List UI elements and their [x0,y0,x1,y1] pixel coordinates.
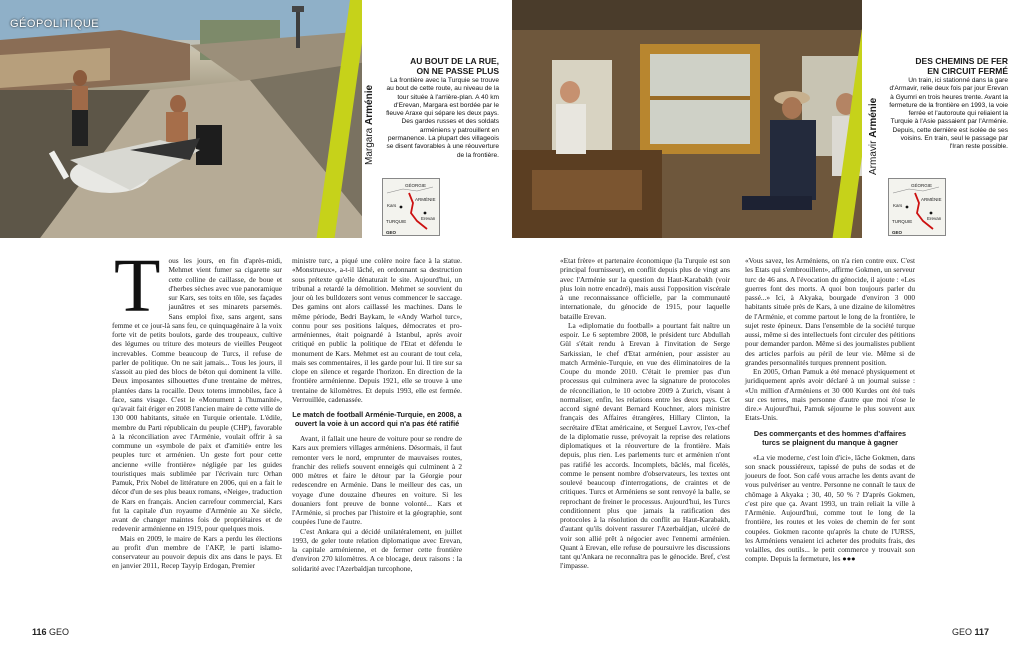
caption-left-title [384,56,499,76]
caption-right-text: Un train, ici stationné dans la gare d'Armavir, relie deux fois par jour Erevan à Gyumri en trois heures trente. Avant la fermeture de la frontière en 1993, la voie ferrée et l'autoroute qui reliaient la Turquie à l'Asie passaient par l'Arménie. Depuis, cette dernière est isolée de ses voisins. En train, seul le passage par l'Iran reste possible. [889,77,1008,151]
article-subhead-1: Le match de football Arménie-Turquie, en 2008, a ouvert la voie à un accord qui n'a pas été ratifié [292,410,462,428]
article-col3-paragraph-1: «Etat frère» et partenaire économique (la Turquie est son principal fournisseur), en conflit depuis plus de vingt ans avec l'Arménie sur la question du Haut-Karabakh (voir plus loin notre encadré), mais aussi l'opposition viscérale à une reconnaissance officielle, par la communauté internationale, du génocide de 1915, pour laquelle bataille Erevan. [560,256,730,321]
article-col4-paragraph-1: «Vous savez, les Arméniens, on n'a rien contre eux. C'est les Etats qui s'embrouillent», affirme Gokmen, un serveur turc de 46 ans. A l'évocation du génocide, il ajoute : «Les guerres font des morts. A quoi bon toujours parler du passé...» Ici, à Akyaka, bourgade d'environ 3 000 habitants située près de Kars, à une dizaine de kilomètres de l'Arménie, et comme partout le long de la frontière, le sujet reste épineux. Dans l'ensemble de la société turque aussi, même si des intellectuels font circuler des pétitions pour demander pardon. Même si des journalistes publient des articles parfois au péril de leur vie. Même si de grandes personnalités turques prennent position. [745,256,915,367]
map-right-label-kars: Kars [893,203,903,208]
map-left-credit: GEO [386,230,397,235]
magazine-name-left: GEO [49,627,70,637]
caption-right-title-line1: DES CHEMINS DE FER [915,56,1008,66]
article-column-4 [745,256,915,564]
map-right-label-turkey: TURQUIE [892,219,913,224]
caption-panel-left [362,0,512,238]
article-col1-paragraph-1: ous les jours, en fin d'après-midi, Mehmet vient fumer sa cigarette sur cette colline de caillasse, de boue et d'herbes sèches avec vue panoramique sur Kars, ses toits en tôle, ses façades jaunâtres et ses minarets parsemés. Sans emploi fixe, sans argent, sans femme et ce jour-là sans feu, ce quinquagénaire à la voix forte vit de petits boulots, garde des troupeaux, cultive des légumes ou triture des moteurs de vieilles Peugeot increvables. Comme beaucoup de Turcs, il refuse de parler de politique. On ne sait jamais... Tous les jours, il s'assoit au pied des blocs de béton qui dominent la ville. Deux imposantes silhouettes d'une trentaine de mètres, plantées dans la rocaille. Deux totems immobiles, face à face, sans visage. C'est le «Monument à l'humanité», qu'avait fait ériger en 2008 l'ancien maire de cette ville de 130 000 habitants, située en Turquie orientale. L'édile, membre du Parti républicain du peuple (CHP), favorable à la réconciliation avec l'Arménie, voulait offrir à sa commune un «symbole de paix et d'amitié» entre les peuples turc et arménien. Un geste fort pour cette ancienne «ville frontière» négligée par les guides touristiques mais sublimée par l'écrivain turc Orhan Pamuk, Prix Nobel de littérature en 2006, qui en a fait le décor d'un de ses plus beaux romans, «Neige», traduction de Kars en français. Ancien carrefour commercial, Kars fut la capitale d'un royaume d'Arménie au Xe siècle, avant de changer maintes fois de propriétaires et de redevenir arménienne en 1919, pour quelques mois. [112,256,282,534]
map-left-label-kars: Kars [387,203,397,208]
caption-right-vertical-label [868,98,879,175]
article-col4-paragraph-3-text: «La vie moderne, c'est loin d'ici», lâche Gokmen, dans son snack poussiéreux, tapissé de puhs de sodas et de joueurs de foot. Son café vous arrache les dents avant de vous pulvériser au ventre. Personne ne connaît le taux de chômage à Akyaka ; 30, 40, 50 % ? D'après Gokmen, c'est pire que ça. Avant 1993, un train reliait la ville à l'Arménie. Aujourd'hui, comme tout le long de la frontière, les routes et les voies de chemin de fer sont coupées. Gokmen raconte qu'après la chute de l'URSS, les Arméniens venaient ici acheter des produits frais, des volailles, des outils... le petit commerce y trouvait son compte. Depuis la fermeture, les [745,452,915,564]
page-number-right: 117 [974,627,990,637]
map-right-label-georgia: GÉORGIE [911,183,933,188]
article-subhead-2: Des commerçants et des hommes d'affaires turcs se plaignent du manque à gagner [753,428,907,447]
magazine-name-right: GEO [952,627,973,637]
caption-left-country: Arménie [364,84,375,125]
article-col2-paragraph-3: C'est Ankara qui a décidé unilatéralement, en juillet 1993, de geler toute relation diplomatique avec Erevan, la capitale arménienne, et de fermer cette frontière d'environ 270 kilomètres. A ce blocage, deux raisons : la solidarité avec l'Azerbaïdjan turcophone, [292,526,462,573]
caption-left-vertical-label [364,85,375,165]
article-col1-paragraph-2: Mais en 2009, le maire de Kars a perdu les élections au profit d'un membre de l'AKP, le parti islamo-conservateur au pouvoir depuis dix ans dans le pays. Et en janvier 2011, Recep Tayyip Erdogan, Premier [112,533,282,571]
article-column-2 [292,256,462,573]
map-right-credit: GEO [892,230,903,235]
caption-right-title [888,56,1008,76]
caption-left-place: Margara [364,127,375,165]
map-left-label-armenia: ARMÉNIE [415,197,436,202]
caption-right-place: Armavir [868,140,879,175]
article-column-1 [112,244,282,571]
locator-map-right [888,178,946,236]
map-right-label-armenia: ARMÉNIE [921,197,942,202]
caption-right-country: Arménie [868,97,879,138]
article-col2-paragraph-2: Avant, il fallait une heure de voiture pour se rendre de Kars aux premiers villages arméniens. Désormais, il faut remonter vers le nord, emprunter de mauvaises routes, franchir des reliefs souvent enneigés qui culminent à 2 000 mètres et faire le détour par la Géorgie pour redescendre en Arménie. Dans le meilleur des cas, un voyage d'une douzaine d'heures en voiture. Si les douaniers font preuve de bonne volonté... Kars et l'Arménie, si proches par l'histoire et la géographie, sont coupées l'une de l'autre. [292,434,462,527]
article-column-3 [560,256,730,571]
section-rubric: GÉOPOLITIQUE [10,18,100,30]
article-col4-paragraph-2: En 2005, Orhan Pamuk a été menacé physiquement et juridiquement après avoir déclaré à un journal suisse : «Un million d'Arméniens et 30 000 Kurdes ont été tués sur ces terres, mais personne d'autre que moi n'ose le dire.» Aujourd'hui, Pamuk séjourne le plus souvent aux Etats-Unis. [745,367,915,423]
drop-cap: T [114,244,161,328]
page-number-left: 116 [32,627,47,637]
caption-left-text: La frontière avec la Turquie se trouve au bout de cette route, au niveau de la tour située à l'arrière-plan. A 40 km d'Erevan, Margara est bordée par le fleuve Araxe qui sépare les deux pays. Des gardes russes et des soldats arméniens y patrouillent en permanence. La plupart des villageois se disent favorables à une réouverture de la frontière. [386,77,499,159]
map-left-label-georgia: GÉORGIE [405,183,427,188]
map-right-label-erevan: Erevan [927,216,942,221]
article-col2-paragraph-1: ministre turc, a piqué une colère noire face à la statue. «Monstrueux», a-t-il lâché, en ordonnant sa destruction sous prétexte qu'elle dénaturait le site. Aujourd'hui, un tribunal a retardé la démolition. Mehmet se souvient du jour où les bulldozers sont venus commencer le saccage. Des gamins ont alors caillassé les machines. Dans le même période, Bedri Baykam, le «Andy Warhol turc», connu pour ses positions laïques, démocrates et pro-arméniennes, était poignardé à Istanbul, après avoir critiqué en public la politique de l'Etat et défendu le monument de Kars. Mehmet est au courant de tout cela, mais ses commentaires, il les garde pour lui. Il tire sur sa clope en silence et regarde l'horizon. En direction de la frontière arménienne. Depuis 1921, elle se trouve à une trentaine de kilomètres. Et depuis 1993, elle est fermée. Verrouillée, cadenassée. [292,256,462,404]
article-col3-paragraph-2: La «diplomatie du football» a pourtant fait naître un espoir. Le 6 septembre 2008, le président turc Abdullah Gül s'était rendu à Erevan à l'invitation de Serge Sarkissian, le chef d'Etat arménien, pour assister au match Arménie-Turquie, en vue des éliminatoires de la Coupe du monde 2010. C'était le premier pas d'un processus qui culminera avec la signature de protocoles de réconciliation, le 10 octobre 2009 à Zurich, visant à normaliser, enfin, les relations entre les deux pays. Cet accord signé devant Bernard Kouchner, alors ministre français des Affaires étrangères, Hillary Clinton, la secrétaire d'Etat américaine, et Sergueï Lavrov, l'ex-chef de la diplomatie russe, prévoyait la reprise des relations diplomatiques et la réouverture de la frontière. Mais depuis, plus rien. Les parlements turc et arménien n'ont pas ratifié les accords. Incomplets, bâclés, mal ficelés, comme le pensent nombre d'observateurs, les textes ont soulevé beaucoup d'interrogations, de craintes et de critiques. Turcs et Arméniens se sont renvoyé la balle, se reprochant de freiner le processus. Aujourd'hui, les Turcs conditionnent plus que jamais la ratification des protocoles à la résolution du conflit au Haut-Karabakh, d'autant qu'ils doivent rassurer l'Azerbaïdjan, ulcéré de voir son allié prêt à négocier avec l'ennemi arménien. Quant à Erevan, elle refuse de poursuivre les discussions tant qu'Ankara ne reconnaîtra pas le génocide. Bref, c'est l'impasse. [560,320,730,571]
caption-left-title-line1: AU BOUT DE LA RUE, [410,56,499,66]
map-left-label-erevan: Erevan [421,216,436,221]
map-left-label-turkey: TURQUIE [386,219,407,224]
article-col4-paragraph-3 [745,453,915,564]
caption-panel-right [862,0,1024,238]
folio-left [32,627,69,637]
locator-map-left [382,178,440,236]
caption-right-title-line2: EN CIRCUIT FERMÉ [927,66,1008,76]
caption-left-title-line2: ON NE PASSE PLUS [416,66,499,76]
end-mark: ●●● [842,554,856,564]
folio-right [952,627,989,637]
